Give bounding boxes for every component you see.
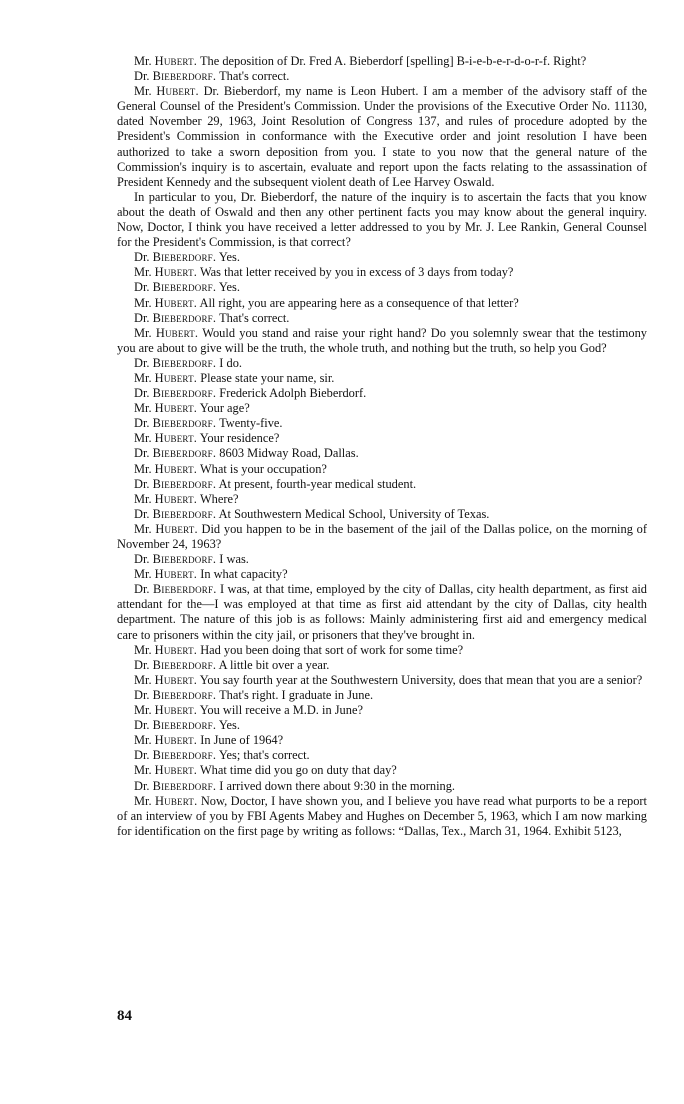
transcript-paragraph [117, 356, 647, 371]
speaker-name: Bieberdorf. [152, 416, 217, 431]
speaker-name: Hubert. [155, 325, 199, 340]
speech-text: Please state your name, sir. [200, 370, 335, 385]
speaker-name: Bieberdorf. [152, 310, 217, 325]
speaker-title: Mr. [134, 370, 152, 385]
speaker-name: Bieberdorf. [152, 69, 217, 84]
speaker-name: Hubert. [154, 370, 198, 385]
speech-text: Now, Doctor, I have shown you, and I believe you have read what purports to be a report of an interview of you by FBI Agents Mabey and Hughes on December 5, 1963, which I am now marking for identification on the first page by writing as follows: “Dallas, Tex., March 31, 1964. Exhibit 5123, [117, 793, 647, 838]
transcript-paragraph [117, 84, 647, 190]
speaker-name: Hubert. [154, 703, 198, 718]
transcript-paragraph [117, 190, 647, 250]
speaker-name: Hubert. [154, 763, 198, 778]
speech-text: You say fourth year at the Southwestern University, does that mean that you are a senior? [199, 672, 643, 687]
speaker-title: Mr. [134, 54, 152, 68]
speaker-name: Bieberdorf. [152, 386, 217, 401]
speech-text: That's correct. [219, 310, 290, 325]
speech-text: What is your occupation? [199, 461, 327, 476]
speech-text: I arrived down there about 9:30 in the morning. [219, 778, 456, 793]
speech-text: At present, fourth-year medical student. [218, 476, 417, 491]
speaker-title: Mr. [134, 491, 152, 506]
speech-text: Twenty-five. [219, 416, 283, 431]
transcript-paragraph [117, 462, 647, 477]
speaker-title: Dr. [134, 506, 150, 521]
speech-text: Your age? [199, 401, 250, 416]
speaker-name: Hubert. [154, 295, 198, 310]
speech-text: Frederick Adolph Bieberdorf. [219, 386, 367, 401]
transcript-paragraph [117, 250, 647, 265]
transcript-paragraph [117, 386, 647, 401]
speaker-title: Mr. [134, 521, 152, 536]
speaker-title: Mr. [134, 763, 152, 778]
speaker-name: Hubert. [154, 491, 198, 506]
speech-text: That's right. I graduate in June. [219, 687, 374, 702]
speaker-name: Bieberdorf. [152, 718, 217, 733]
speaker-title: Dr. [134, 476, 150, 491]
transcript-paragraph [117, 748, 647, 763]
speaker-name: Bieberdorf. [152, 446, 217, 461]
speech-text: At Southwestern Medical School, University of Texas. [218, 506, 490, 521]
transcript-paragraph [117, 763, 647, 778]
transcript-paragraph [117, 688, 647, 703]
speaker-name: Bieberdorf. [152, 476, 217, 491]
transcript-paragraph [117, 733, 647, 748]
transcript-paragraph [117, 311, 647, 326]
speaker-name: Bieberdorf. [152, 250, 217, 265]
speech-text: What time did you go on duty that day? [199, 763, 397, 778]
speaker-name: Bieberdorf. [152, 778, 217, 793]
transcript-paragraph [117, 416, 647, 431]
speaker-title: Dr. [134, 355, 150, 370]
speaker-name: Hubert. [156, 84, 199, 99]
speaker-title: Dr. [134, 582, 150, 597]
speaker-title: Dr. [134, 386, 150, 401]
speech-text: Dr. Bieberdorf, my name is Leon Hubert. I am a member of the advisory staff of the General Counsel of the President's Commission. Under the provisions of the Executive Order No. 11130, dated November 29, 1963, Joint Resolution of Congress 137, and rules of procedure adopted by the President's Commission in conformance with the Executive order and joint resolution I have been authorized to take a sworn deposition from you. I state to you now that the general nature of the Commission's inquiry is to ascertain, evaluate and report upon the facts relating to the assassination of President Kennedy and the subsequent violent death of Lee Harvey Oswald. [117, 84, 648, 189]
speaker-title: Dr. [134, 657, 150, 672]
speech-text: Would you stand and raise your right hand? Do you solemnly swear that the testimony you are about to give will be the truth, the whole truth, and nothing but the truth, so help you God? [117, 325, 647, 355]
transcript-paragraph [117, 567, 647, 582]
speaker-name: Hubert. [154, 401, 198, 416]
transcript-paragraph [117, 658, 647, 673]
speaker-title: Mr. [134, 401, 152, 416]
speaker-name: Bieberdorf. [152, 280, 217, 295]
speaker-name: Bieberdorf. [152, 687, 217, 702]
speech-text: Yes. [218, 250, 240, 265]
speaker-title: Mr. [134, 733, 152, 748]
speech-text: I was. [219, 552, 249, 567]
speech-text: In June of 1964? [200, 733, 284, 748]
page-number: 84 [117, 1008, 132, 1024]
speech-text: Where? [199, 491, 239, 506]
speaker-name: Hubert. [154, 567, 198, 582]
speaker-title: Dr. [134, 748, 150, 763]
speaker-name: Bieberdorf. [152, 355, 217, 370]
speaker-title: Dr. [134, 552, 150, 567]
speaker-title: Mr. [134, 567, 152, 582]
speaker-title: Mr. [134, 703, 152, 718]
speech-text: A little bit over a year. [218, 657, 330, 672]
speaker-title: Mr. [134, 642, 152, 657]
speaker-title: Mr. [134, 793, 152, 808]
transcript-paragraph [117, 718, 647, 733]
speaker-title: Mr. [134, 461, 152, 476]
transcript-page [117, 54, 647, 839]
speaker-name: Hubert. [155, 793, 198, 808]
speech-text: Was that letter received by you in excess of 3 days from today? [199, 265, 514, 280]
transcript-paragraph [117, 492, 647, 507]
transcript-paragraph [117, 69, 647, 84]
speaker-title: Dr. [134, 69, 150, 84]
speaker-name: Hubert. [154, 733, 198, 748]
speaker-title: Mr. [134, 295, 152, 310]
speech-text: That's correct. [219, 69, 290, 84]
transcript-paragraph [117, 643, 647, 658]
speaker-title: Dr. [134, 446, 150, 461]
transcript-paragraph [117, 522, 647, 552]
speech-text: I do. [219, 355, 243, 370]
speaker-title: Dr. [134, 718, 150, 733]
speaker-title: Mr. [134, 325, 152, 340]
speaker-name: Bieberdorf. [152, 657, 217, 672]
speech-text: You will receive a M.D. in June? [199, 703, 363, 718]
speaker-name: Hubert. [154, 265, 198, 280]
transcript-paragraph [117, 326, 647, 356]
transcript-paragraph [117, 552, 647, 567]
speaker-title: Dr. [134, 416, 150, 431]
transcript-paragraph [117, 507, 647, 522]
speaker-name: Hubert. [154, 461, 198, 476]
transcript-paragraph [117, 431, 647, 446]
transcript-paragraph [117, 794, 647, 839]
transcript-paragraph [117, 371, 647, 386]
speaker-title: Dr. [134, 687, 150, 702]
speaker-title: Dr. [134, 250, 150, 265]
speech-text: Had you been doing that sort of work for some time? [200, 642, 464, 657]
transcript-paragraph [117, 477, 647, 492]
speaker-title: Mr. [134, 672, 152, 687]
speaker-title: Dr. [134, 778, 150, 793]
speech-text: Yes. [218, 280, 240, 295]
speaker-name: Bieberdorf. [152, 748, 217, 763]
speaker-title: Mr. [134, 265, 152, 280]
speech-text: Did you happen to be in the basement of the jail of the Dallas police, on the morning of November 24, 1963? [117, 521, 647, 551]
speaker-name: Hubert. [154, 431, 198, 446]
speaker-name: Hubert. [155, 521, 198, 536]
transcript-paragraph [117, 673, 647, 688]
speech-text: All right, you are appearing here as a consequence of that letter? [199, 295, 519, 310]
transcript-paragraph [117, 703, 647, 718]
speaker-title: Mr. [134, 84, 152, 99]
speaker-name: Hubert. [154, 672, 198, 687]
speech-text: The deposition of Dr. Fred A. Bieberdorf [spelling] B-i-e-b-e-r-d-o-r-f. Right? [199, 54, 587, 68]
transcript-paragraph [117, 280, 647, 295]
transcript-paragraph [117, 446, 647, 461]
speaker-name: Bieberdorf. [152, 582, 217, 597]
transcript-paragraph [117, 779, 647, 794]
speech-text: In particular to you, Dr. Bieberdorf, the nature of the inquiry is to ascertain the facts that you know about the death of Oswald and then any other pertinent facts you may know about the general inquiry. Now, Doctor, I think you have received a letter addressed to you by Mr. J. Lee Rankin, General Counsel for the President's Commission, is that correct? [117, 189, 647, 250]
speaker-title: Mr. [134, 431, 152, 446]
transcript-paragraph [117, 265, 647, 280]
transcript-paragraph [117, 296, 647, 311]
speech-text: I was, at that time, employed by the city of Dallas, city health department, as first aid attendant for the—I was employed at that time as first aid attendant by the city of Dallas, city health department. The nature of this job is as follows: Mainly administering first aid and emergency medical care to prisoners within the city jail, or prisoners that they've brought in. [117, 582, 647, 642]
speaker-title: Dr. [134, 310, 150, 325]
speech-text: Your residence? [199, 431, 280, 446]
speech-text: Yes; that's correct. [218, 748, 310, 763]
transcript-paragraph [117, 582, 647, 642]
speaker-title: Dr. [134, 280, 150, 295]
speaker-name: Bieberdorf. [152, 552, 217, 567]
speaker-name: Hubert. [154, 54, 198, 68]
transcript-paragraph [117, 54, 647, 69]
speech-text: Yes. [218, 718, 240, 733]
speaker-name: Bieberdorf. [152, 506, 217, 521]
transcript-paragraph [117, 401, 647, 416]
speech-text: 8603 Midway Road, Dallas. [219, 446, 359, 461]
speaker-name: Hubert. [154, 642, 198, 657]
speech-text: In what capacity? [200, 567, 288, 582]
